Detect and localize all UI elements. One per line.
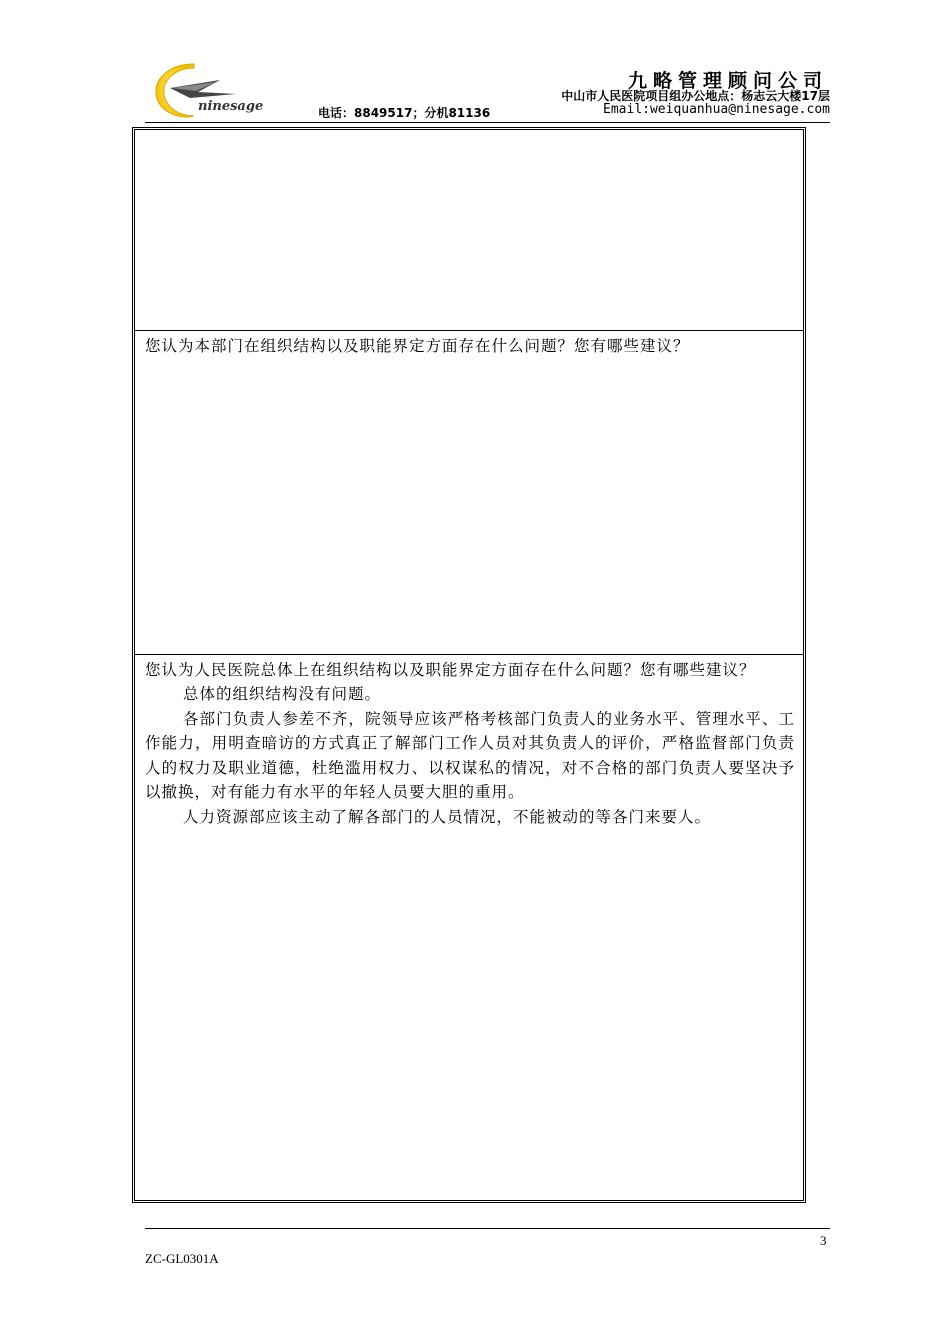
footer-divider <box>145 1228 830 1229</box>
survey-table <box>132 127 806 1203</box>
phone-number: 电话：8849517；分机81136 <box>318 106 491 120</box>
page-header <box>0 0 950 130</box>
question-department-structure: 您认为本部门在组织结构以及职能界定方面存在什么问题？您有哪些建议？ <box>145 337 690 355</box>
email-address: Email:weiquanhua@ninesage.com <box>603 102 830 117</box>
answer-paragraph: 各部门负责人参差不齐，院领导应该严格考核部门负责人的业务水平、管理水平、工作能力，用明查暗访的方式真正了解部门工作人员对其负责人的评价，严格监督部门负责人的权力及职业道德，杜绝滥用权力、以权谋私的情况，对不合格的部门负责人要坚决予以撤换，对有能力有水平的年轻人员要大胆的重用。 <box>145 709 795 801</box>
question-cell-department <box>135 331 803 655</box>
question-hospital-structure: 您认为人民医院总体上在组织结构以及职能界定方面存在什么问题？您有哪些建议？ <box>145 661 756 679</box>
answer-cell-previous <box>135 130 803 331</box>
ninesage-logo <box>150 58 270 124</box>
answer-paragraph: 人力资源部应该主动了解各部门的人员情况，不能被动的等各门来要人。 <box>183 807 712 826</box>
office-address: 中山市人民医院项目组办公地点：杨志云大楼17层 <box>561 89 830 103</box>
document-code: ZC-GL0301A <box>145 1251 219 1266</box>
header-divider <box>145 122 830 123</box>
answer-paragraph: 总体的组织结构没有问题。 <box>183 685 382 703</box>
company-name: 九略管理顾问公司 <box>627 70 828 92</box>
question-cell-hospital <box>135 655 803 1200</box>
page-number: 3 <box>820 1233 827 1248</box>
svg-text:ninesage: ninesage <box>198 99 264 114</box>
